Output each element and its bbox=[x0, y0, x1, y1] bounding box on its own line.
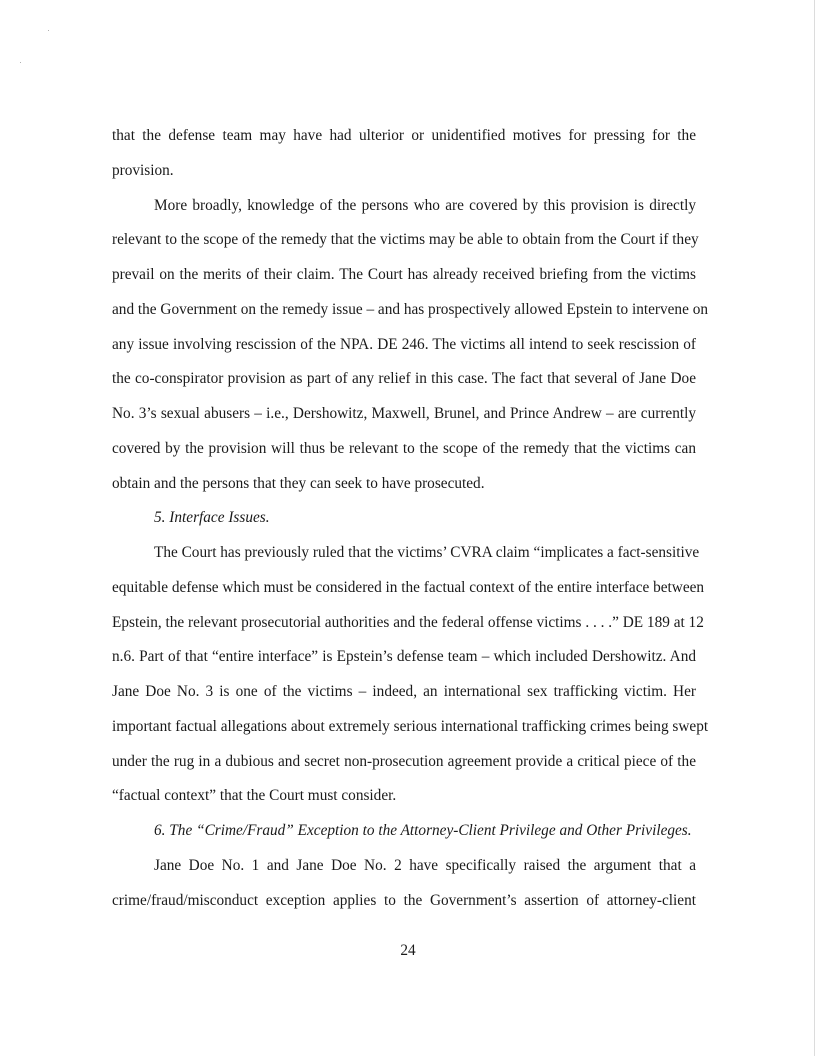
paragraph-first-line: More broadly, knowledge of the persons who are covered by this provision is directly bbox=[154, 196, 696, 214]
section-heading: 6. The “Crime/Fraud” Exception to the Attorney-Client Privilege and Other Privileges. bbox=[154, 822, 692, 839]
scan-speck bbox=[20, 62, 21, 63]
body-text bbox=[112, 119, 709, 918]
text-line: n.6. Part of that “entire interface” is Epstein’s defense team – which included Dershowitz. And bbox=[112, 648, 696, 666]
paragraph-first-line: Jane Doe No. 1 and Jane Doe No. 2 have specifically raised the argument that a bbox=[154, 856, 696, 874]
text-line: important factual allegations about extremely serious international trafficking crimes being swept bbox=[112, 717, 709, 735]
text-line: prevail on the merits of their claim. The Court has already received briefing from the victims bbox=[112, 266, 696, 283]
text-line: “factual context” that the Court must consider. bbox=[112, 787, 397, 805]
text-line: covered by the provision will thus be relevant to the scope of the remedy that the victims can bbox=[112, 439, 696, 457]
text-line: No. 3’s sexual abusers – i.e., Dershowitz, Maxwell, Brunel, and Prince Andrew – are currently bbox=[112, 405, 696, 422]
text-line: the co-conspirator provision as part of any relief in this case. The fact that several of Jane Doe bbox=[112, 370, 696, 388]
text-line: provision. bbox=[112, 161, 174, 179]
text-line: relevant to the scope of the remedy that the victims may be able to obtain from the Court if they bbox=[112, 231, 699, 249]
text-line: and the Government on the remedy issue – and has prospectively allowed Epstein to intervene on bbox=[112, 300, 708, 318]
scan-edge-line bbox=[814, 0, 815, 1056]
text-line: any issue involving rescission of the NPA. DE 246. The victims all intend to seek rescission of bbox=[112, 335, 696, 353]
text-line: under the rug in a dubious and secret non-prosecution agreement provide a critical piece of the bbox=[112, 752, 696, 770]
text-line: crime/fraud/misconduct exception applies to the Government’s assertion of attorney-client bbox=[112, 891, 696, 909]
paragraph-first-line: The Court has previously ruled that the victims’ CVRA claim “implicates a fact-sensitive bbox=[154, 544, 700, 561]
text-line: equitable defense which must be considered in the factual context of the entire interface between bbox=[112, 578, 705, 596]
page-number: 24 bbox=[400, 942, 416, 959]
text-line: obtain and the persons that they can seek to have prosecuted. bbox=[112, 474, 485, 492]
scan-speck bbox=[48, 30, 49, 31]
text-line: that the defense team may have had ulterior or unidentified motives for pressing for the bbox=[112, 127, 696, 144]
section-heading: 5. Interface Issues. bbox=[154, 509, 270, 527]
text-line: Epstein, the relevant prosecutorial authorities and the federal offense victims . . . .” DE 189 at 12 bbox=[112, 613, 704, 631]
text-line: Jane Doe No. 3 is one of the victims – indeed, an international sex trafficking victim. Her bbox=[112, 683, 696, 700]
